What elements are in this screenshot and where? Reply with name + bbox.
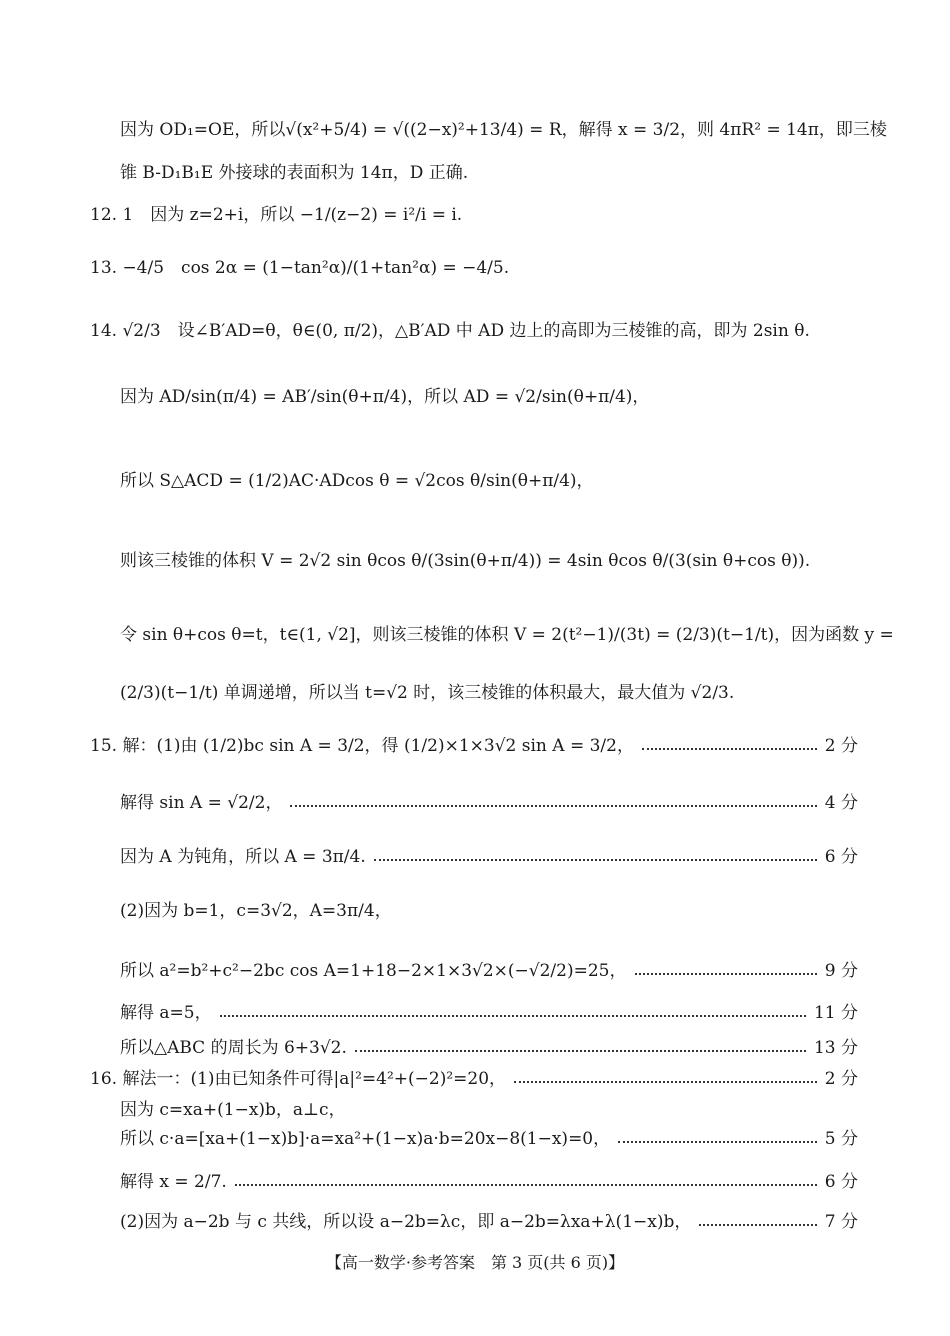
text-line: (2/3)(t−1/t) 单调递增，所以当 t=√2 时，该三棱锥的体积最大，最大值为 √2/3. xyxy=(120,683,735,703)
leader-dots xyxy=(618,1141,817,1143)
text-line: 所以 S△ACD = (1/2)AC·ADcos θ = √2cos θ/sin(θ+π/4)， xyxy=(120,471,594,491)
question-12-answer: 12. 1 因为 z=2+i，所以 −1/(z−2) = i²/i = i. xyxy=(90,205,463,225)
scored-line: 15. 解：(1)由 (1/2)bc sin A = 3/2，得 (1/2)×1×3√2 sin A = 3/2， 2 分 xyxy=(90,733,858,759)
scored-line: 因为 c=xa+(1−x)b，a⊥c， xyxy=(120,1100,346,1120)
scored-line: 因为 A 为钝角，所以 A = 3π/4. 6 分 xyxy=(120,844,858,870)
question-14-answer: 14. √2/3 设∠B′AD=θ，θ∈(0, π/2)，△B′AD 中 AD 边上的高即为三棱锥的高，即为 2sin θ. xyxy=(90,321,810,341)
text-line: 因为 OD₁=OE，所以√(x²+5/4) = √((2−x)²+13/4) = R，解得 x = 3/2，则 4πR² = 14π，即三棱 xyxy=(120,120,887,140)
leader-dots xyxy=(355,1050,806,1052)
scored-line: (2)因为 a−2b 与 c 共线，所以设 a−2b=λc，即 a−2b=λxa+λ(1−x)b， 7 分 xyxy=(120,1209,858,1235)
scored-line: 所以△ABC 的周长为 6+3√2. 13 分 xyxy=(120,1035,858,1061)
page-footer: 【高一数学·参考答案 第 3 页(共 6 页)】 xyxy=(325,1253,625,1272)
leader-dots xyxy=(235,1184,817,1186)
leader-dots xyxy=(642,748,817,750)
text-line: 因为 AD/sin(π/4) = AB′/sin(θ+π/4)，所以 AD = √2/sin(θ+π/4)， xyxy=(120,387,650,407)
leader-dots xyxy=(290,805,816,807)
leader-dots xyxy=(635,973,817,975)
text-line: 则该三棱锥的体积 V = 2√2 sin θcos θ/(3sin(θ+π/4)) = 4sin θcos θ/(3(sin θ+cos θ)). xyxy=(120,551,811,571)
score: 6 分 xyxy=(824,1172,858,1192)
leader-dots xyxy=(514,1081,817,1083)
score: 5 分 xyxy=(824,1129,858,1149)
scored-line: 16. 解法一：(1)由已知条件可得|a|²=4²+(−2)²=20， 2 分 xyxy=(90,1066,858,1092)
score: 4 分 xyxy=(824,793,858,813)
leader-dots xyxy=(220,1015,806,1017)
score: 13 分 xyxy=(813,1038,858,1058)
scored-line: 解得 x = 2/7. 6 分 xyxy=(120,1169,858,1195)
question-13-answer: 13. −4/5 cos 2α = (1−tan²α)/(1+tan²α) = −4/5. xyxy=(90,258,510,278)
leader-dots xyxy=(374,859,817,861)
score: 7 分 xyxy=(824,1212,858,1232)
score: 6 分 xyxy=(824,847,858,867)
score: 11 分 xyxy=(813,1003,858,1023)
text-line: 令 sin θ+cos θ=t，t∈(1, √2]，则该三棱锥的体积 V = 2(t²−1)/(3t) = (2/3)(t−1/t)，因为函数 y = xyxy=(120,625,894,645)
score: 9 分 xyxy=(824,961,858,981)
scored-line: 解得 sin A = √2/2， 4 分 xyxy=(120,790,858,816)
scored-line: 解得 a=5， 11 分 xyxy=(120,1000,858,1026)
score: 2 分 xyxy=(824,736,858,756)
scored-line: (2)因为 b=1，c=3√2，A=3π/4， xyxy=(120,901,392,921)
score: 2 分 xyxy=(824,1069,858,1089)
scored-line: 所以 a²=b²+c²−2bc cos A=1+18−2×1×3√2×(−√2/2)=25， 9 分 xyxy=(120,958,858,984)
scored-line: 所以 c·a=[xa+(1−x)b]·a=xa²+(1−x)a·b=20x−8(1−x)=0， 5 分 xyxy=(120,1126,858,1152)
leader-dots xyxy=(699,1224,816,1226)
text-line: 锥 B-D₁B₁E 外接球的表面积为 14π，D 正确. xyxy=(120,163,469,183)
